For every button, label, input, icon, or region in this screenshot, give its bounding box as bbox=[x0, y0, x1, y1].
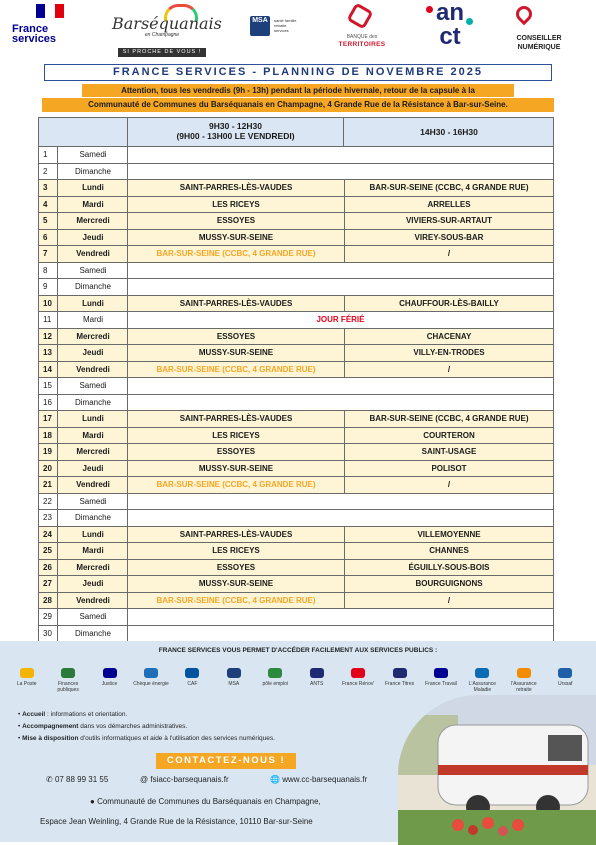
day-number: 23 bbox=[39, 510, 58, 526]
afternoon-location: SAINT-USAGE bbox=[421, 447, 477, 456]
address-line: ● Communauté de Communes du Barséquanais en Champagne, bbox=[90, 797, 321, 806]
table-row bbox=[38, 180, 554, 197]
logo-text: services bbox=[12, 33, 57, 45]
day-name: Mardi bbox=[59, 312, 128, 328]
day-number: 16 bbox=[39, 395, 58, 411]
partner-logo: France Rénov' bbox=[339, 667, 376, 695]
list-item: • Accueil : informations et orientation. bbox=[18, 711, 128, 718]
day-number: 22 bbox=[39, 494, 58, 510]
morning-location: MUSSY-SUR-SEINE bbox=[128, 576, 345, 592]
afternoon-location: ARRELLES bbox=[427, 199, 471, 209]
day-number: 8 bbox=[39, 263, 58, 279]
table-row bbox=[38, 510, 554, 527]
email-contact[interactable]: @ fsiacc-barsequanais.fr bbox=[140, 775, 229, 784]
day-number: 3 bbox=[39, 180, 58, 196]
partner-logo: MSA bbox=[215, 667, 252, 695]
logo-text: CONSEILLER NUMÉRIQUE bbox=[516, 35, 562, 51]
day-name: Samedi bbox=[59, 147, 128, 163]
contact-banner: CONTACTEZ-NOUS ! bbox=[156, 753, 296, 769]
table-row bbox=[38, 147, 554, 164]
morning-location: SAINT-PARRES-LÈS-VAUDES bbox=[128, 296, 345, 312]
day-name: Dimanche bbox=[59, 510, 128, 526]
day-name: Mardi bbox=[59, 428, 128, 444]
list-item: • Accompagnement dans vos démarches administratives. bbox=[18, 723, 188, 730]
day-name: Dimanche bbox=[59, 164, 128, 180]
logo-text: santé famille retraite services bbox=[274, 18, 297, 33]
partner-logo: France Titres bbox=[381, 667, 418, 695]
dot-icon bbox=[426, 6, 433, 13]
day-name: Mercredi bbox=[59, 329, 128, 345]
barsequanais-logo bbox=[112, 4, 222, 58]
day-number: 29 bbox=[39, 609, 58, 625]
partner-icon bbox=[60, 667, 76, 679]
empty-cell bbox=[128, 494, 553, 510]
table-row bbox=[38, 477, 554, 494]
day-number: 28 bbox=[39, 593, 58, 609]
table-row bbox=[38, 378, 554, 395]
marianne-icon bbox=[36, 4, 64, 18]
afternoon-location: BOURGUIGNONS bbox=[415, 579, 483, 588]
day-number: 14 bbox=[39, 362, 58, 378]
afternoon-location: BAR-SUR-SEINE (CCBC, 4 GRANDE RUE) bbox=[369, 414, 529, 423]
planning-table bbox=[38, 117, 554, 642]
page-title: FRANCE SERVICES - PLANNING DE NOVEMBRE 2025 bbox=[44, 64, 552, 81]
day-name: Mardi bbox=[59, 197, 128, 213]
afternoon-location: POLISOT bbox=[431, 463, 467, 473]
day-name: Mercredi bbox=[59, 213, 128, 229]
logo-text: BANQUE des bbox=[346, 34, 378, 40]
partner-icon bbox=[102, 667, 118, 679]
day-number: 7 bbox=[39, 246, 58, 262]
afternoon-location: VILLY-EN-TRODES bbox=[413, 348, 485, 357]
notice-line: Attention, tous les vendredis (9h - 13h) pendant la période hivernale, retour de la capsule à la bbox=[82, 84, 514, 97]
morning-location: LES RICEYS bbox=[128, 428, 345, 444]
day-number: 11 bbox=[39, 312, 58, 328]
day-number: 25 bbox=[39, 543, 58, 559]
partner-logo: Urssaf bbox=[547, 667, 584, 695]
day-number: 6 bbox=[39, 230, 58, 246]
table-row bbox=[38, 626, 554, 643]
partner-icon bbox=[350, 667, 366, 679]
day-number: 9 bbox=[39, 279, 58, 295]
morning-location: LES RICEYS bbox=[128, 197, 345, 213]
phone-contact[interactable]: ✆ 07 88 99 31 55 bbox=[46, 775, 109, 784]
day-number: 26 bbox=[39, 560, 58, 576]
table-row bbox=[38, 543, 554, 560]
partner-icon bbox=[184, 667, 200, 679]
afternoon-location: CHANNES bbox=[429, 546, 469, 555]
day-name: Samedi bbox=[59, 263, 128, 279]
afternoon-location: / bbox=[447, 480, 451, 489]
afternoon-location: BAR-SUR-SEINE (CCBC, 4 GRANDE RUE) bbox=[369, 183, 529, 192]
header-morning: 9H30 - 12H30 (9H00 - 13H00 LE VENDREDI) bbox=[128, 118, 344, 146]
logo-slogan: SI PROCHE DE VOUS ! bbox=[118, 48, 206, 57]
partner-logo: Justice bbox=[91, 667, 128, 695]
website-link[interactable]: 🌐 www.cc-barsequanais.fr bbox=[270, 775, 368, 784]
logo-name: Barséquanais bbox=[112, 14, 222, 33]
morning-location: BAR-SUR-SEINE (CCBC, 4 GRANDE RUE) bbox=[128, 593, 345, 609]
day-name: Samedi bbox=[59, 378, 128, 394]
table-row bbox=[38, 263, 554, 280]
partner-icon bbox=[309, 667, 325, 679]
empty-cell bbox=[128, 510, 553, 526]
table-row bbox=[38, 312, 554, 329]
afternoon-location: CHACENAY bbox=[426, 331, 472, 341]
day-name: Samedi bbox=[59, 494, 128, 510]
table-header bbox=[38, 117, 554, 147]
partner-logo: France Travail bbox=[422, 667, 459, 695]
morning-location: ESSOYES bbox=[128, 560, 345, 576]
services-intro: FRANCE SERVICES VOUS PERMET D'ACCÉDER FACILEMENT AUX SERVICES PUBLICS : bbox=[158, 647, 438, 654]
afternoon-location: COURTERON bbox=[423, 430, 475, 440]
day-name: Jeudi bbox=[59, 576, 128, 592]
afternoon-location: VIREY-SOUS-BAR bbox=[414, 232, 484, 242]
partner-logo: CAF bbox=[174, 667, 211, 695]
day-name: Mardi bbox=[59, 543, 128, 559]
day-number: 2 bbox=[39, 164, 58, 180]
table-row bbox=[38, 230, 554, 247]
table-row bbox=[38, 296, 554, 313]
table-row bbox=[38, 213, 554, 230]
table-row bbox=[38, 593, 554, 610]
day-name: Dimanche bbox=[59, 279, 128, 295]
day-name: Lundi bbox=[59, 180, 128, 196]
morning-location: ESSOYES bbox=[128, 213, 345, 229]
day-number: 1 bbox=[39, 147, 58, 163]
holiday-label: JOUR FÉRIÉ bbox=[316, 315, 365, 324]
hexagon-icon bbox=[346, 2, 373, 29]
day-number: 12 bbox=[39, 329, 58, 345]
morning-location: SAINT-PARRES-LÈS-VAUDES bbox=[128, 180, 345, 196]
table-row bbox=[38, 411, 554, 428]
morning-location: MUSSY-SUR-SEINE bbox=[128, 461, 345, 477]
services-list bbox=[18, 709, 275, 745]
morning-location: BAR-SUR-SEINE (CCBC, 4 GRANDE RUE) bbox=[128, 362, 345, 378]
table-row bbox=[38, 345, 554, 362]
day-number: 5 bbox=[39, 213, 58, 229]
partner-logo: ANTS bbox=[298, 667, 335, 695]
day-name: Jeudi bbox=[59, 461, 128, 477]
morning-location: BAR-SUR-SEINE (CCBC, 4 GRANDE RUE) bbox=[128, 477, 345, 493]
day-number: 19 bbox=[39, 444, 58, 460]
day-number: 20 bbox=[39, 461, 58, 477]
table-row bbox=[38, 428, 554, 445]
day-number: 21 bbox=[39, 477, 58, 493]
partner-icon bbox=[226, 667, 242, 679]
empty-cell bbox=[128, 279, 553, 295]
banque-territoires-logo bbox=[334, 4, 390, 54]
morning-location: ESSOYES bbox=[128, 329, 345, 345]
dot-icon bbox=[466, 18, 473, 25]
table-row bbox=[38, 164, 554, 181]
table-row bbox=[38, 197, 554, 214]
list-item: • Mise à disposition d'outils informatiques et aide à l'utilisation des services numériques. bbox=[18, 735, 275, 742]
empty-cell bbox=[128, 263, 553, 279]
afternoon-location: / bbox=[447, 249, 451, 258]
morning-location: SAINT-PARRES-LÈS-VAUDES bbox=[128, 411, 345, 427]
day-name: Mercredi bbox=[59, 444, 128, 460]
day-number: 13 bbox=[39, 345, 58, 361]
partner-logo: l'Assurance retraite bbox=[505, 667, 542, 695]
france-services-logo bbox=[8, 4, 92, 58]
mobile-office-photo bbox=[398, 695, 596, 845]
day-name: Vendredi bbox=[59, 477, 128, 493]
table-row bbox=[38, 494, 554, 511]
day-name: Jeudi bbox=[59, 230, 128, 246]
location-pin-icon: ● bbox=[90, 797, 95, 806]
partner-logo: L'Assurance Maladie bbox=[464, 667, 501, 695]
day-name: Jeudi bbox=[59, 345, 128, 361]
day-name: Lundi bbox=[59, 296, 128, 312]
morning-location: SAINT-PARRES-LÈS-VAUDES bbox=[128, 527, 345, 543]
empty-cell bbox=[128, 395, 553, 411]
msa-icon: MSA bbox=[250, 16, 270, 36]
partner-icon bbox=[516, 667, 532, 679]
morning-location: LES RICEYS bbox=[128, 543, 345, 559]
day-number: 27 bbox=[39, 576, 58, 592]
partner-icon bbox=[143, 667, 159, 679]
day-number: 10 bbox=[39, 296, 58, 312]
partner-logo: Chèque énergie bbox=[132, 667, 169, 695]
notice-line: Communauté de Communes du Barséquanais en Champagne, 4 Grande Rue de la Résistance à Bar-sur-Seine. bbox=[42, 98, 554, 112]
phone-icon: ✆ bbox=[46, 775, 53, 784]
table-row bbox=[38, 279, 554, 296]
day-number: 15 bbox=[39, 378, 58, 394]
day-name: Lundi bbox=[59, 527, 128, 543]
table-row bbox=[38, 527, 554, 544]
conseiller-numerique-logo bbox=[504, 4, 574, 58]
afternoon-location: CHAUFFOUR-LÈS-BAILLY bbox=[399, 298, 499, 308]
empty-cell bbox=[128, 164, 553, 180]
day-name: Vendredi bbox=[59, 362, 128, 378]
empty-cell bbox=[128, 147, 553, 163]
logo-text: France bbox=[12, 23, 49, 35]
partner-icon bbox=[392, 667, 408, 679]
day-number: 4 bbox=[39, 197, 58, 213]
morning-location: MUSSY-SUR-SEINE bbox=[128, 345, 345, 361]
partner-icon bbox=[19, 667, 35, 679]
day-name: Mercredi bbox=[59, 560, 128, 576]
partner-icon bbox=[433, 667, 449, 679]
table-row bbox=[38, 609, 554, 626]
partner-logo: pôle emploi bbox=[257, 667, 294, 695]
table-row bbox=[38, 246, 554, 263]
partner-logo: Finances publiques bbox=[49, 667, 86, 695]
table-row bbox=[38, 444, 554, 461]
table-row bbox=[38, 576, 554, 593]
day-number: 18 bbox=[39, 428, 58, 444]
partner-logo: La Poste bbox=[8, 667, 45, 695]
info-section bbox=[0, 641, 596, 842]
table-row bbox=[38, 461, 554, 478]
table-row bbox=[38, 362, 554, 379]
logo-text: TERRITOIRES bbox=[338, 41, 386, 48]
day-number: 17 bbox=[39, 411, 58, 427]
afternoon-location: VILLEMOYENNE bbox=[417, 529, 481, 539]
at-icon: @ bbox=[140, 775, 149, 784]
table-row bbox=[38, 395, 554, 412]
afternoon-location: / bbox=[447, 364, 451, 374]
day-name: Dimanche bbox=[59, 395, 128, 411]
day-number: 30 bbox=[39, 626, 58, 642]
globe-icon: 🌐 bbox=[270, 775, 280, 784]
partner-icon bbox=[474, 667, 490, 679]
day-name: Samedi bbox=[59, 609, 128, 625]
morning-location: ESSOYES bbox=[128, 444, 345, 460]
morning-location: BAR-SUR-SEINE (CCBC, 4 GRANDE RUE) bbox=[128, 246, 345, 262]
empty-cell bbox=[128, 609, 553, 625]
table-row bbox=[38, 560, 554, 577]
logo-sub: en Champagne bbox=[144, 32, 180, 38]
morning-location: MUSSY-SUR-SEINE bbox=[128, 230, 345, 246]
day-name: Lundi bbox=[59, 411, 128, 427]
anct-logo: an ct bbox=[424, 4, 476, 56]
msa-logo bbox=[250, 16, 298, 38]
empty-cell bbox=[128, 626, 553, 642]
day-name: Vendredi bbox=[59, 246, 128, 262]
address-line: Espace Jean Weinling, 4 Grande Rue de la Résistance, 10110 Bar-sur-Seine bbox=[40, 817, 313, 826]
afternoon-location: / bbox=[447, 595, 451, 605]
day-name: Vendredi bbox=[59, 593, 128, 609]
partner-icon bbox=[557, 667, 573, 679]
table-row bbox=[38, 329, 554, 346]
afternoon-location: ÉGUILLY-SOUS-BOIS bbox=[408, 562, 490, 572]
day-number: 24 bbox=[39, 527, 58, 543]
header-afternoon: 14H30 - 16H30 bbox=[420, 127, 478, 137]
afternoon-location: VIVIERS-SUR-ARTAUT bbox=[405, 216, 493, 225]
empty-cell bbox=[128, 378, 553, 394]
day-name: Dimanche bbox=[59, 626, 128, 642]
partner-icon bbox=[267, 667, 283, 679]
location-pin-icon bbox=[513, 3, 536, 26]
